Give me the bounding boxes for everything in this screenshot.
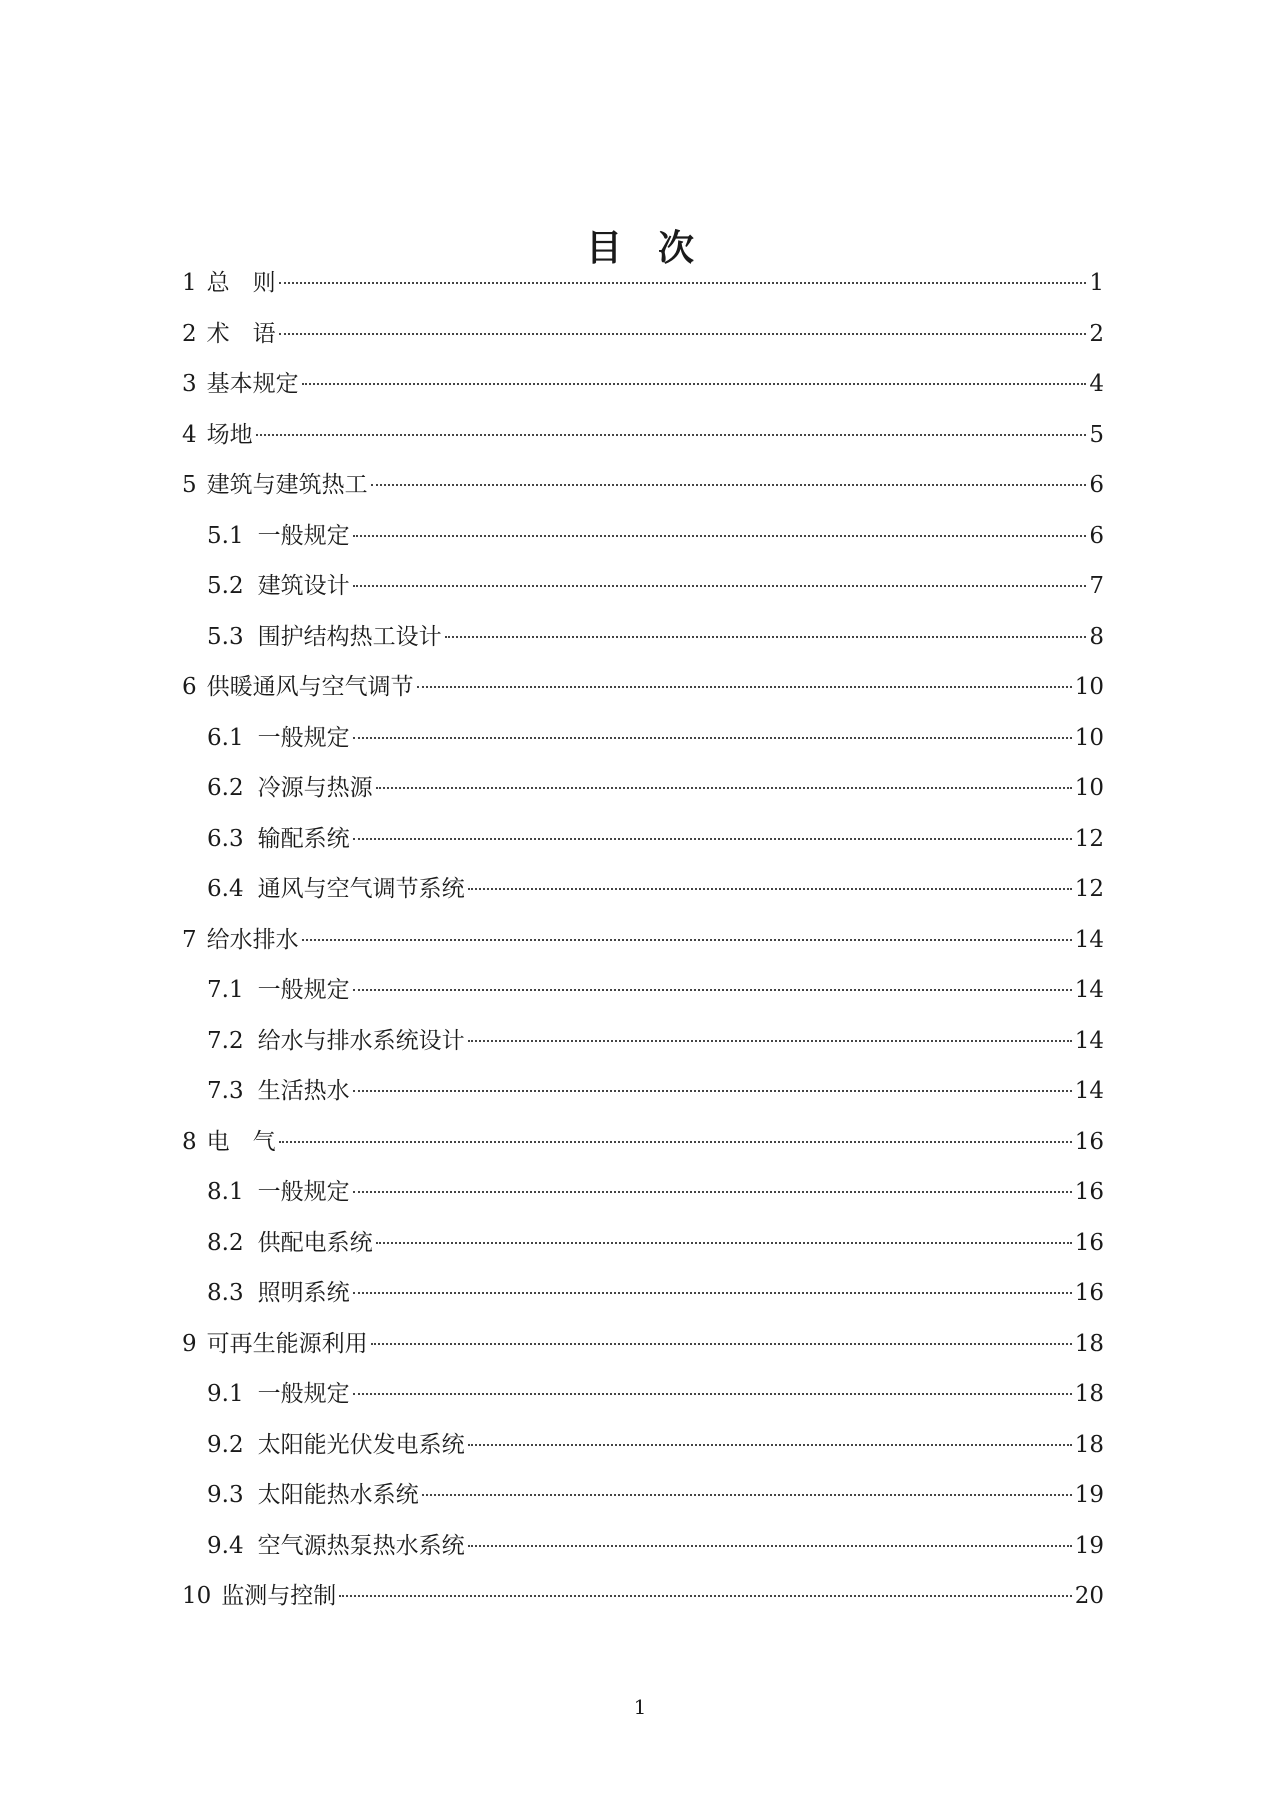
toc-leader-dots xyxy=(279,1141,1072,1143)
toc-subsection-entry[interactable] xyxy=(182,1167,1104,1218)
toc-entry-number: 1 xyxy=(182,270,197,296)
toc-entry-title: 场地 xyxy=(206,421,253,448)
toc-entry-title: 给水排水 xyxy=(206,926,299,953)
toc-leader-dots xyxy=(445,636,1087,638)
toc-entry-page: 10 xyxy=(1074,724,1104,751)
toc-entry-page: 8 xyxy=(1089,623,1104,650)
toc-entry-number: 5.3 xyxy=(207,623,244,650)
toc-entry-title: 建筑与建筑热工 xyxy=(206,472,368,498)
toc-leader-dots xyxy=(353,1191,1072,1193)
toc-entry-number: 5 xyxy=(182,472,197,498)
toc-entry-title: 一般规定 xyxy=(257,977,350,1003)
toc-entry-number: 8.3 xyxy=(207,1280,244,1306)
toc-entry-number: 9.3 xyxy=(207,1482,244,1508)
toc-entry-page: 1 xyxy=(1089,270,1104,296)
toc-entry-number: 10 xyxy=(182,1583,212,1609)
toc-chapter-entry[interactable] xyxy=(182,915,1104,966)
toc-entry-number: 7.3 xyxy=(207,1078,244,1104)
toc-subsection-entry[interactable] xyxy=(182,1218,1104,1269)
toc-entry-number: 6 xyxy=(182,674,197,700)
toc-chapter-entry[interactable] xyxy=(182,1571,1104,1622)
toc-entry-page: 18 xyxy=(1074,1330,1104,1357)
toc-entry-number: 6.1 xyxy=(207,724,244,751)
toc-entry-page: 18 xyxy=(1074,1431,1104,1458)
toc-entry-page: 16 xyxy=(1074,1280,1104,1306)
toc-entry-title: 供暖通风与空气调节 xyxy=(206,674,414,700)
toc-entry-title: 太阳能光伏发电系统 xyxy=(257,1431,465,1458)
toc-entry-page: 16 xyxy=(1074,1128,1104,1155)
toc-subsection-entry[interactable] xyxy=(182,763,1104,814)
toc-entry-title: 空气源热泵热水系统 xyxy=(257,1532,465,1559)
toc-leader-dots xyxy=(376,1242,1072,1244)
toc-subsection-entry[interactable] xyxy=(182,1521,1104,1572)
toc-subsection-entry[interactable] xyxy=(182,713,1104,764)
toc-entry-page: 14 xyxy=(1074,1078,1104,1104)
toc-entry-title: 监测与控制 xyxy=(221,1583,337,1609)
toc-leader-dots xyxy=(353,838,1072,840)
toc-entry-page: 19 xyxy=(1074,1532,1104,1559)
toc-leader-dots xyxy=(302,383,1087,385)
toc-entry-number: 5.1 xyxy=(207,522,244,549)
toc-entry-title: 太阳能热水系统 xyxy=(257,1482,419,1508)
toc-leader-dots xyxy=(468,888,1072,890)
toc-entry-number: 8 xyxy=(182,1128,197,1155)
toc-leader-dots xyxy=(353,1090,1072,1092)
toc-leader-dots xyxy=(417,686,1072,688)
toc-entry-number: 8.2 xyxy=(207,1229,244,1256)
toc-leader-dots xyxy=(353,1292,1072,1294)
toc-entry-page: 6 xyxy=(1089,522,1104,549)
toc-entry-number: 2 xyxy=(182,320,197,347)
toc-leader-dots xyxy=(468,1444,1072,1446)
toc-subsection-entry[interactable] xyxy=(182,965,1104,1016)
toc-entry-title: 照明系统 xyxy=(257,1280,350,1306)
toc-chapter-entry[interactable] xyxy=(182,1319,1104,1370)
table-of-contents xyxy=(182,258,1104,1622)
toc-chapter-entry[interactable] xyxy=(182,662,1104,713)
toc-subsection-entry[interactable] xyxy=(182,864,1104,915)
toc-entry-page: 18 xyxy=(1074,1381,1104,1407)
toc-entry-page: 4 xyxy=(1089,371,1104,397)
toc-subsection-entry[interactable] xyxy=(182,814,1104,865)
toc-leader-dots xyxy=(353,989,1072,991)
toc-entry-page: 5 xyxy=(1089,421,1104,448)
toc-entry-page: 19 xyxy=(1074,1482,1104,1508)
toc-entry-page: 10 xyxy=(1074,775,1104,801)
toc-subsection-entry[interactable] xyxy=(182,511,1104,562)
toc-entry-title: 通风与空气调节系统 xyxy=(257,876,465,902)
toc-entry-number: 9 xyxy=(182,1330,197,1357)
toc-leader-dots xyxy=(353,737,1072,739)
toc-subsection-entry[interactable] xyxy=(182,612,1104,663)
toc-entry-page: 10 xyxy=(1074,674,1104,700)
toc-subsection-entry[interactable] xyxy=(182,1016,1104,1067)
toc-entry-title: 输配系统 xyxy=(257,825,350,852)
toc-entry-page: 2 xyxy=(1089,320,1104,347)
toc-subsection-entry[interactable] xyxy=(182,1268,1104,1319)
toc-entry-title: 供配电系统 xyxy=(257,1229,373,1256)
toc-entry-title: 冷源与热源 xyxy=(257,775,373,801)
toc-entry-number: 9.1 xyxy=(207,1381,244,1407)
page-title-char-2: 次 xyxy=(658,227,695,270)
toc-entry-title: 生活热水 xyxy=(257,1078,350,1104)
toc-entry-title: 围护结构热工设计 xyxy=(257,623,442,650)
toc-entry-page: 16 xyxy=(1074,1179,1104,1205)
toc-entry-title: 一般规定 xyxy=(257,724,350,751)
toc-leader-dots xyxy=(339,1595,1071,1597)
toc-entry-number: 7 xyxy=(182,926,197,953)
toc-entry-page: 14 xyxy=(1074,926,1104,953)
toc-leader-dots xyxy=(353,585,1087,587)
toc-leader-dots xyxy=(302,939,1072,941)
toc-leader-dots xyxy=(279,333,1087,335)
toc-entry-title: 总 则 xyxy=(206,270,276,296)
toc-entry-number: 6.4 xyxy=(207,876,244,902)
toc-subsection-entry[interactable] xyxy=(182,1066,1104,1117)
toc-chapter-entry[interactable] xyxy=(182,359,1104,410)
toc-entry-number: 8.1 xyxy=(207,1179,244,1205)
toc-chapter-entry[interactable] xyxy=(182,410,1104,461)
toc-leader-dots xyxy=(468,1545,1072,1547)
toc-entry-number: 7.1 xyxy=(207,977,244,1003)
toc-entry-title: 基本规定 xyxy=(206,371,299,397)
toc-leader-dots xyxy=(422,1494,1072,1496)
toc-entry-title: 一般规定 xyxy=(257,1179,350,1205)
page-number: 1 xyxy=(633,1695,647,1719)
toc-entry-title: 电 气 xyxy=(206,1128,276,1155)
toc-chapter-entry[interactable] xyxy=(182,258,1104,309)
toc-entry-page: 12 xyxy=(1074,876,1104,902)
toc-leader-dots xyxy=(353,535,1087,537)
toc-entry-page: 16 xyxy=(1074,1229,1104,1256)
toc-subsection-entry[interactable] xyxy=(182,561,1104,612)
toc-entry-number: 9.4 xyxy=(207,1532,244,1559)
toc-chapter-entry[interactable] xyxy=(182,1117,1104,1168)
toc-leader-dots xyxy=(256,434,1087,436)
toc-leader-dots xyxy=(376,787,1072,789)
toc-chapter-entry[interactable] xyxy=(182,460,1104,511)
toc-leader-dots xyxy=(371,484,1087,486)
toc-entry-title: 建筑设计 xyxy=(257,573,350,599)
toc-entry-page: 20 xyxy=(1074,1583,1104,1609)
toc-leader-dots xyxy=(468,1040,1072,1042)
toc-leader-dots xyxy=(371,1343,1072,1345)
toc-entry-number: 5.2 xyxy=(207,573,244,599)
toc-chapter-entry[interactable] xyxy=(182,309,1104,360)
toc-subsection-entry[interactable] xyxy=(182,1470,1104,1521)
toc-entry-title: 给水与排水系统设计 xyxy=(257,1027,465,1054)
toc-entry-number: 9.2 xyxy=(207,1431,244,1458)
page-title-char-1: 目 xyxy=(585,227,622,270)
toc-entry-title: 可再生能源利用 xyxy=(206,1330,368,1357)
toc-entry-number: 3 xyxy=(182,371,197,397)
toc-entry-page: 14 xyxy=(1074,1027,1104,1054)
toc-entry-number: 6.2 xyxy=(207,775,244,801)
toc-entry-page: 7 xyxy=(1089,573,1104,599)
toc-entry-title: 术 语 xyxy=(206,320,276,347)
toc-entry-page: 6 xyxy=(1089,472,1104,498)
toc-entry-number: 4 xyxy=(182,421,197,448)
toc-subsection-entry[interactable] xyxy=(182,1369,1104,1420)
toc-entry-page: 12 xyxy=(1074,825,1104,852)
toc-entry-number: 6.3 xyxy=(207,825,244,852)
toc-entry-title: 一般规定 xyxy=(257,522,350,549)
toc-entry-number: 7.2 xyxy=(207,1027,244,1054)
toc-leader-dots xyxy=(353,1393,1072,1395)
toc-leader-dots xyxy=(279,282,1087,284)
toc-entry-title: 一般规定 xyxy=(257,1381,350,1407)
toc-subsection-entry[interactable] xyxy=(182,1420,1104,1471)
toc-entry-page: 14 xyxy=(1074,977,1104,1003)
